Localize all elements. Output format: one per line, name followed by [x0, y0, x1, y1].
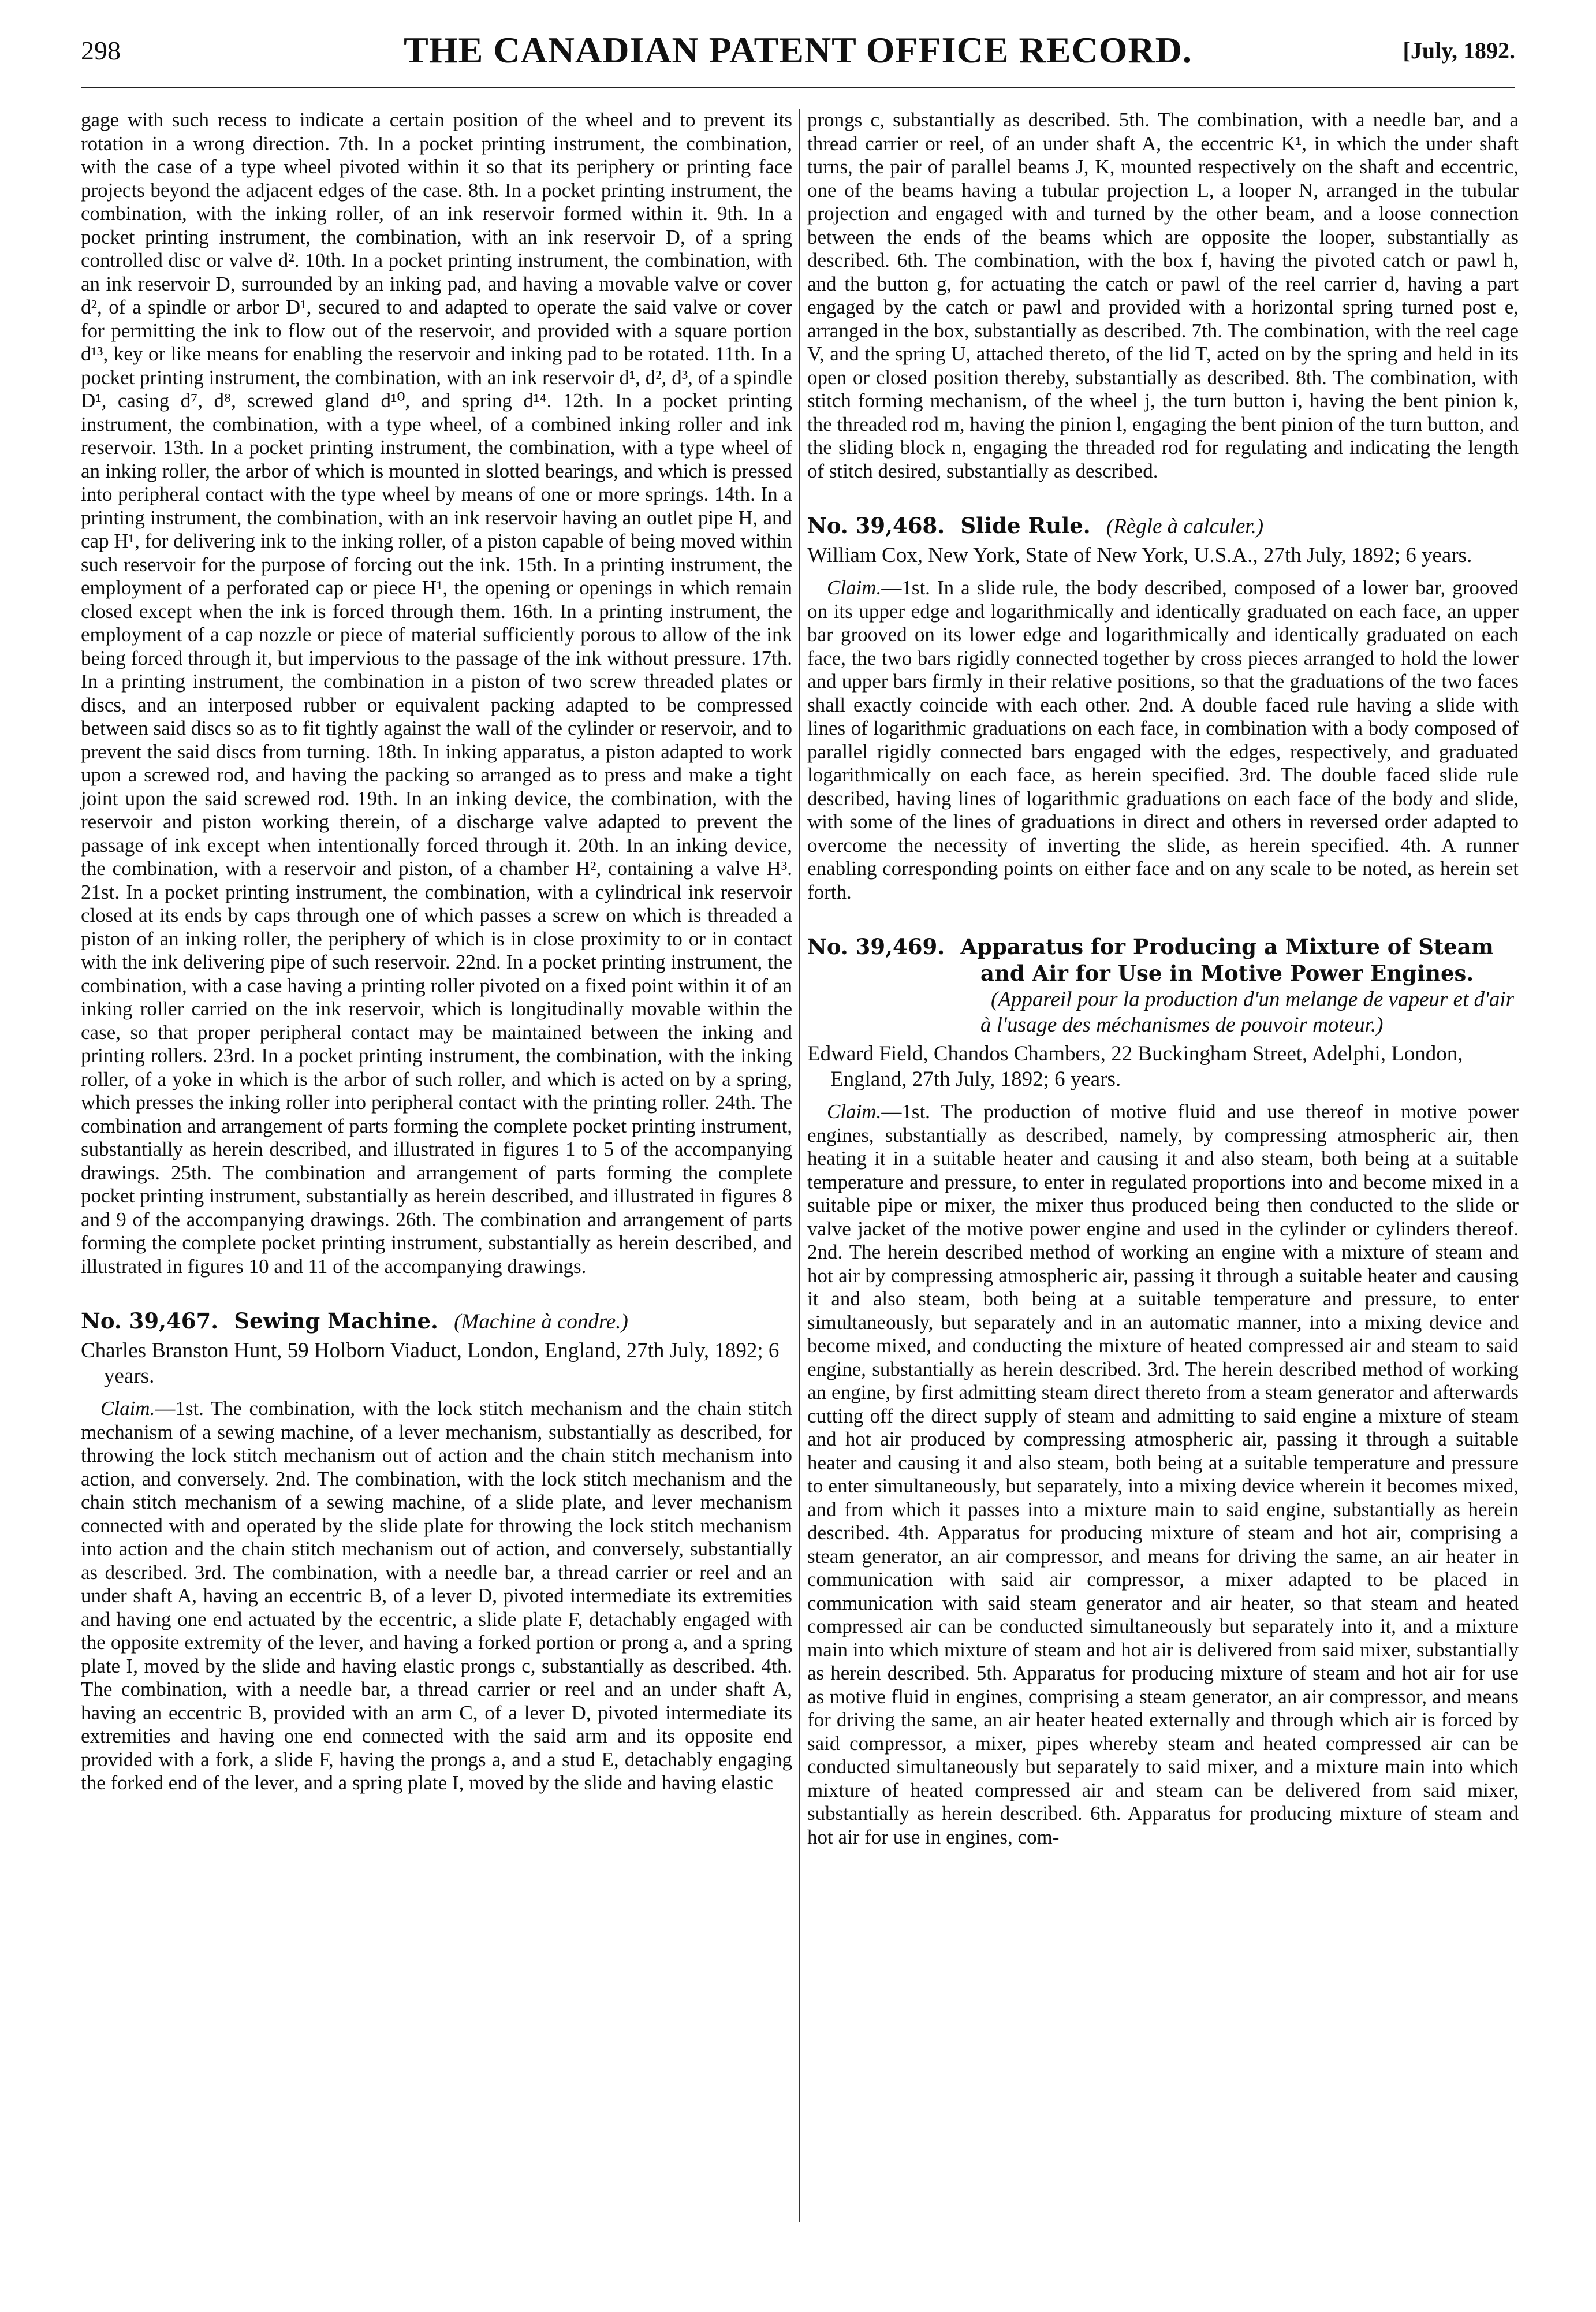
page-number: 298 [81, 35, 121, 65]
patent-claims [807, 1100, 1519, 1849]
patent-claims [807, 576, 1519, 904]
patent-french-title: (Machine à condre.) [454, 1310, 628, 1334]
patent-entry-39468 [807, 513, 1519, 904]
patent-applicant: William Cox, New York, State of New York, U.S.A., 27th July, 1892; 6 years. [807, 543, 1472, 567]
patent-french-title: (Règle à calculer.) [1106, 515, 1264, 538]
patent-subject: Slide Rule. [960, 513, 1091, 538]
claim-label: Claim. [100, 1397, 155, 1420]
right-column [807, 109, 1519, 1849]
patent-number: No. 39,467. [81, 1308, 219, 1334]
patent-number: No. 39,468. [807, 513, 945, 538]
journal-title: THE CANADIAN PATENT OFFICE RECORD. [404, 29, 1192, 70]
continued-claims-text: gage with such recess to indicate a certain position of the wheel and to prevent its rotation in a wrong direction. 7th. In a pocket printing instrument, the combination, with the case of a type wheel pivoted within it so that its periphery or printing face projects beyond the adjacent edges of the case. 8th. In a pocket printing instrument, the combination, with the inking roller, of an ink reservoir formed within it. 9th. In a pocket printing instrument, the combination, with an ink reservoir D, of a spring controlled disc or valve d². 10th. In a pocket printing instrument, the combination, with an ink reservoir D, surrounded by an inking pad, and having a movable valve or cover d², of a spindle or arbor D¹, secured to and adapted to operate the said valve or cover for permitting the ink to flow out of the reservoir, and provided with a square portion d¹³, key or like means for enabling the reservoir and inking pad to be rotated. 11th. In a pocket printing instrument, the combination, with an ink reservoir d¹, d², d³, of a spindle D¹, casing d⁷, d⁸, screwed gland d¹⁰, and spring d¹⁴. 12th. In a pocket printing instrument, the combination, with a type wheel, of a combined inking roller and ink reservoir. 13th. In a pocket printing instrument, the combination, with a type wheel of an inking roller, the arbor of which is mounted in slotted bearings, and which is pressed into peripheral contact with the type wheel by means of one or more springs. 14th. In a printing instrument, the combination, with an ink reservoir having an outlet pipe H, and cap H¹, for delivering ink to the inking roller, of a piston capable of being moved within such reservoir for the purpose of forcing out the ink. 15th. In a printing instrument, the employment of a perforated cap or piece H¹, the opening or openings in which remain closed except when the ink is forced through them. 16th. In a printing instrument, the employment of a cap nozzle or piece of material sufficiently porous to allow of the ink being forced through it, but impervious to the passage of the ink without pressure. 17th. In a printing instrument, the combination in a piston of two screw threaded plates or discs, and an interposed rubber or equivalent packing adapted to be compressed between said discs so as to fit tightly against the wall of the cylinder or reservoir, and to prevent the said discs from turning. 18th. In inking apparatus, a piston adapted to work upon a screwed rod, and having the packing so arranged as to press and make a tight joint upon the said screwed rod. 19th. In an inking device, the combination, with the reservoir and piston working therein, of a discharge valve adapted to prevent the passage of ink except when intentionally forced through it. 20th. In an inking device, the combination, with a reservoir and piston, of a chamber H², containing a valve H³. 21st. In a pocket printing instrument, the combination, with a cylindrical ink reservoir closed at its ends by caps through one of which passes a screw on which is threaded a piston of an inking roller, the periphery of which is in close proximity to or in contact with the ink delivering pipe of such reservoir. 22nd. In a pocket printing instrument, the combination, with a case having a printing roller pivoted on a fixed point within it of an inking roller carried on the ink reservoir, which is longitudinally movable within the case, so that proper peripheral contact may be maintained between the inking and printing rollers. 23rd. In a pocket printing instrument, the combination, with the inking roller, of a yoke in which is the arbor of such roller, and which is acted on by a spring, which presses the inking roller into peripheral contact with the printing roller. 24th. The combination and arrangement of parts forming the complete pocket printing instrument, substantially as herein described, and illustrated in figures 1 to 5 of the accompanying drawings. 25th. The combination and arrangement of parts forming the complete pocket printing instrument, substantially as herein described, and illustrated in figures 8 and 9 of the accompanying drawings. 26th. The combination and arrangement of parts forming the complete pocket printing instrument, substantially as herein described, and illustrated in figures 10 and 11 of the accompanying drawings. [81, 109, 792, 1278]
patent-applicant: Edward Field, Chandos Chambers, 22 Buckingham Street, Adelphi, London, England, 27th July, 1892; 6 years. [807, 1042, 1463, 1091]
patent-entry-39467 [81, 1308, 792, 1795]
continued-claims-text: prongs c, substantially as described. 5th. The combination, with a needle bar, and a thread carrier or reel, of an under shaft A, the eccentric K¹, in which the under shaft turns, the pair of parallel beams J, K, mounted respectively on the shaft and eccentric, one of the beams having a tubular projection L, a looper N, arranged in the tubular projection and engaged with and turned by the other beam, and a loose connection between the ends of the beams which are opposite the looper, substantially as described. 6th. The combination, with the box f, having the pivoted catch or pawl h, and the button g, for actuating the catch or pawl of the reel carrier d, having a part engaged by the catch or pawl and provided with a horizontal spring turned post e, arranged in the box, substantially as described. 7th. The combination, with the reel cage V, and the spring U, attached thereto, of the lid T, acted on by the spring and held in its open or closed position thereby, substantially as described. 8th. The combination, with stitch forming mechanism, of the wheel j, the turn button i, having the bent pinion k, the threaded rod m, having the pinion l, engaging the bent pinion of the turn button, and the sliding block n, engaging the threaded rod for regulating and indicating the length of stitch desired, substantially as described. [807, 109, 1519, 482]
claim-label: Claim. [827, 1100, 882, 1123]
patent-heading [807, 934, 1519, 1038]
header-rule [81, 87, 1515, 88]
patent-subject: Apparatus for Producing a Mixture of Steam and Air for Use in Motive Power Engines. [960, 934, 1494, 986]
section-gap [81, 1278, 792, 1308]
claim-label: Claim. [827, 576, 882, 599]
section-gap [807, 904, 1519, 934]
patent-applicant: Charles Branston Hunt, 59 Holborn Viaduct, London, England, 27th July, 1892; 6 years. [81, 1339, 780, 1388]
left-column [81, 109, 792, 1795]
claim-text: —1st. In a slide rule, the body described, composed of a lower bar, grooved on its upper edge and logarithmically and identically graduated on each face, an upper bar grooved on its lower edge and logarithmically and identically graduated on each face, the two bars rigidly connected together by cross pieces arranged to hold the lower and upper bars firmly in their relative positions, so that the graduations of the two faces shall exactly coincide with each other. 2nd. A double faced rule having a slide with lines of logarithmic graduations on each face, in combination with a body composed of parallel rigidly connected bars engaged with the edges, respectively, and graduated logarithmically on each face, as herein specified. 3rd. The double faced slide rule described, having lines of logarithmic graduations on each face of the body and slide, with some of the lines of graduations in direct and others in reversed order adapted to overcome the necessity of inverting the slide, as herein specified. 4th. A runner enabling corresponding points on either face and on any scale to be noted, as herein set forth. [807, 576, 1519, 903]
patent-heading [807, 513, 1519, 539]
patent-number: No. 39,469. [807, 934, 945, 959]
patent-french-title: (Appareil pour la production d'un melange de vapeur et d'air à l'usage des méchanismes de pouvoir moteur.) [980, 988, 1515, 1037]
section-gap [807, 483, 1519, 513]
claim-text: —1st. The combination, with the lock stitch mechanism and the chain stitch mechanism of a sewing machine, of a lever mechanism, substantially as described, for throwing the lock stitch mechanism out of action and the chain stitch mechanism into action, and conversely. 2nd. The combination, with the lock stitch mechanism and the chain stitch mechanism of a sewing machine, of a slide plate, and lever mechanism connected with and operated by the slide plate for throwing the lock stitch mechanism into action and the chain stitch mechanism out of action, and conversely, substantially as described. 3rd. The combination, with a needle bar, a thread carrier or reel and an under shaft A, having an eccentric B, of a lever D, pivoted intermediate its extremities and having one end actuated by the eccentric, a slide plate F, detachably engaged with the opposite extremity of the lever, and having a forked portion or prong a, and a spring plate I, moved by the slide and having elastic prongs c, substantially as described. 4th. The combination, with a needle bar, a thread carrier or reel and an under shaft A, having an eccentric B, provided with an arm C, of a lever D, pivoted intermediate its extremities and having one end connected with the said arm and its opposite end provided with a fork, a slide F, having the prongs a, and a stud E, detachably engaging the forked end of the lever, and a spring plate I, moved by the slide and having elastic [81, 1397, 792, 1794]
patent-entry-39469 [807, 934, 1519, 1849]
column-divider [799, 109, 800, 2222]
issue-date: [July, 1892. [1403, 37, 1515, 64]
page-header [81, 30, 1515, 70]
claim-text: —1st. The production of motive fluid and use thereof in motive power engines, substantially as described, namely, by compressing atmospheric air, then heating it in a suitable heater and causing it and also steam, both being at a suitable temperature and pressure, to enter in regulated proportions into and become mixed in a suitable pipe or mixer, the mixer thus produced being then conducted to the slide or valve jacket of the motive power engine and used in the cylinder or cylinders thereof. 2nd. The herein described method of working an engine with a mixture of steam and hot air by compressing atmospheric air, passing it through a suitable heater and causing it and also steam, both being at a suitable temperature and pressure, to enter simultaneously, but separately and in an automatic manner, into a mixing device and become mixed, and conducting the mixture of heated compressed air and steam to said engine, substantially as herein described. 3rd. The herein described method of working an engine, by first admitting steam direct thereto from a steam generator and afterwards cutting off the direct supply of steam and admitting to said engine a mixture of steam and hot air produced by compressing atmospheric air, passing it through a suitable heater and causing it and also steam, both being at a suitable temperature and pressure to enter simultaneously, but separately, into a mixing device wherein it becomes mixed, and from which it passes into a mixture main to said engine, substantially as herein described. 4th. Apparatus for producing mixture of steam and hot air, comprising a steam generator, an air compressor, and means for driving the same, an air heater in communication with said air compressor, a mixer adapted to be placed in communication with said steam generator and air heater, so that steam and heated compressed air can be conducted simultaneously but separately into it, and a mixture main into which mixture of steam and hot air is delivered from said mixer, substantially as herein described. 5th. Apparatus for producing mixture of steam and hot air for use as motive fluid in engines, comprising a steam generator, an air compressor, and means for driving the same, an air heater heated externally and through which air is forced by said compressor, a mixer, pipes whereby steam and heated compressed air can be conducted simultaneously but separately to said mixer, and a mixture main into which mixture of heated compressed air and steam can be delivered from said mixer, substantially as herein described. 6th. Apparatus for producing mixture of steam and hot air for use in engines, com- [807, 1100, 1519, 1848]
patent-heading [81, 1308, 792, 1335]
patent-claims [81, 1397, 792, 1795]
patent-subject: Sewing Machine. [234, 1308, 438, 1334]
